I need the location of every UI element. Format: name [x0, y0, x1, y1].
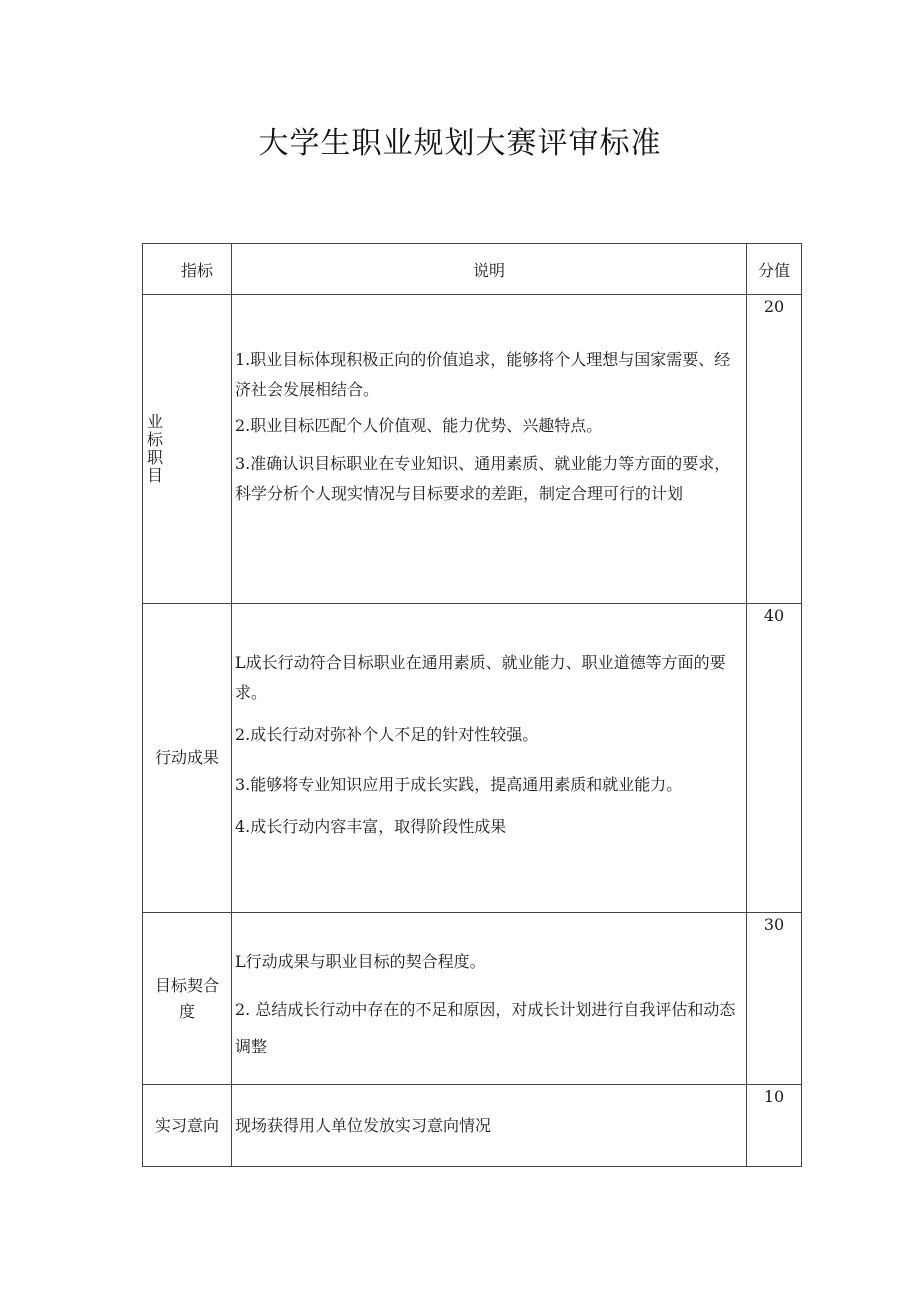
- table-row: [143, 604, 802, 913]
- header-indicator: 指标: [143, 244, 232, 295]
- indicator-char: 业: [147, 412, 164, 431]
- description-item: 1.职业目标体现积极正向的价值追求，能够将个人理想与国家需要、经济社会发展相结合。: [235, 350, 731, 399]
- indicator-char: 目: [147, 466, 164, 485]
- indicator-cell: [143, 295, 232, 604]
- table-header-row: [143, 244, 802, 295]
- description-item: 现场获得用人单位发放实习意向情况: [235, 1115, 492, 1135]
- score-cell: 20: [747, 295, 802, 604]
- score-cell: 10: [747, 1085, 802, 1167]
- indicator-cell: 实习意向: [143, 1085, 232, 1167]
- description-item: 2. 总结成长行动中存在的不足和原因，对成长计划进行自我评估和动态调整: [235, 1000, 736, 1056]
- criteria-table: [142, 243, 802, 1167]
- description-item: 2.成长行动对弥补个人不足的针对性较强。: [235, 725, 539, 744]
- table-row: [143, 295, 802, 604]
- score-cell: 40: [747, 604, 802, 913]
- description-item: 4.成长行动内容丰富，取得阶段性成果: [235, 817, 507, 836]
- description-item: L成长行动符合目标职业在通用素质、就业能力、职业道德等方面的要求。: [235, 653, 726, 702]
- description-item: 3.准确认识目标职业在专业知识、通用素质、就业能力等方面的要求，科学分析个人现实情况与目标要求的差距，制定合理可行的计划: [235, 454, 731, 503]
- table-row: [143, 1085, 802, 1167]
- description-item: L行动成果与职业目标的契合程度。: [235, 952, 486, 971]
- description-item: 2.职业目标匹配个人价值观、能力优势、兴趣特点。: [235, 416, 603, 435]
- description-cell: [232, 1085, 747, 1167]
- page-title: 大学生职业规划大赛评审标准: [258, 126, 662, 161]
- description-cell: [232, 604, 747, 913]
- description-cell: [232, 295, 747, 604]
- header-description: 说明: [232, 244, 747, 295]
- indicator-cell: [143, 913, 232, 1085]
- description-item: 3.能够将专业知识应用于成长实践，提高通用素质和就业能力。: [235, 775, 683, 794]
- description-cell: [232, 913, 747, 1085]
- indicator-char: 标: [147, 430, 164, 449]
- score-cell: 30: [747, 913, 802, 1085]
- indicator-cell: 行动成果: [143, 604, 232, 913]
- header-score: 分值: [747, 244, 802, 295]
- indicator-char: 职: [147, 448, 164, 467]
- table-row: [143, 913, 802, 1085]
- indicator-label: 目标契合度: [154, 975, 219, 1021]
